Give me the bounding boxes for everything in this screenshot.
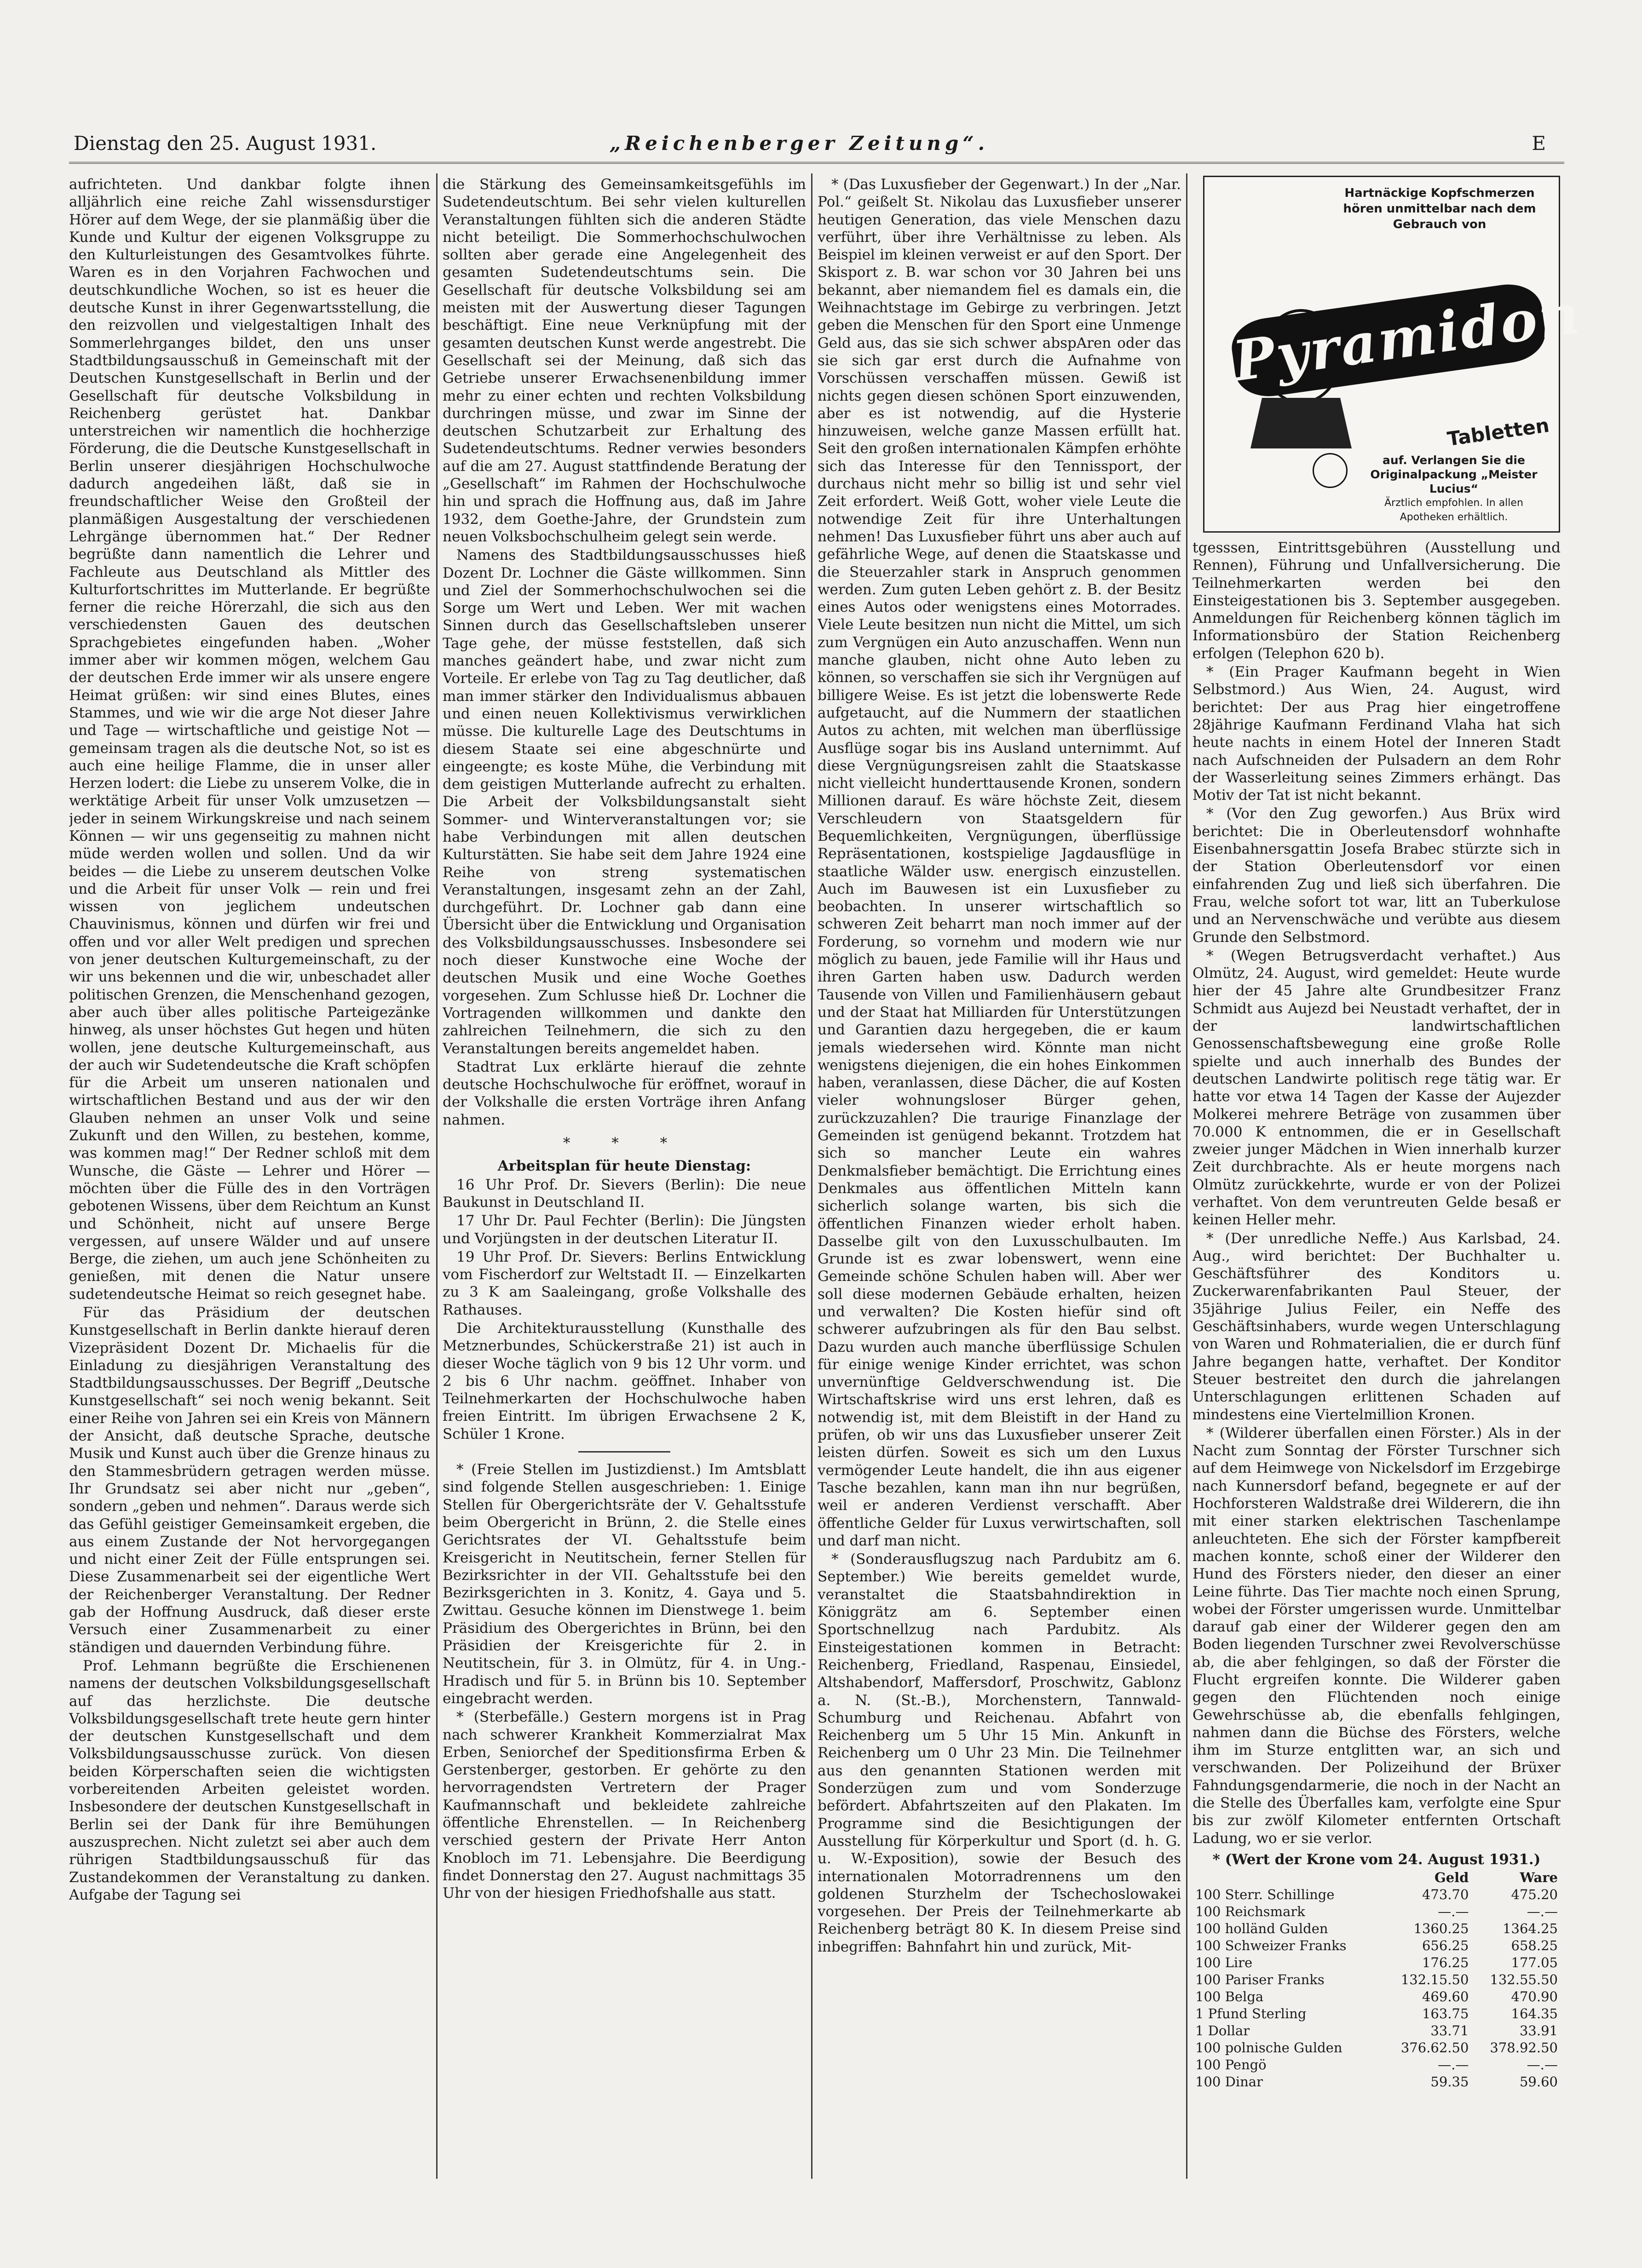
exchange-geld: —.— bbox=[1438, 1904, 1469, 1920]
exchange-ware: 33.91 bbox=[1519, 2023, 1558, 2039]
newspaper-title: „Reichenberger Zeitung“. bbox=[610, 132, 989, 155]
ad-brand-name: Pyramidon bbox=[1228, 280, 1549, 401]
exchange-ware: 378.92.50 bbox=[1490, 2040, 1558, 2056]
article-paragraph: Namens des Stadtbildungsausschusses hieß Dozent Dr. Lochner die Gäste willkommen. Sinn und Ziel der Sommerhochschulwochen sei die Sorge um Wert und Leben. Wer mit wachen Sinnen durch das Gesellschaftsleben unserer Tage gehe, der müsse feststellen, daß sich manches geändert habe, und zwar nicht zum Vorteile. Er erlebe von Tag zu Tag deutlicher, daß man immer stärker den Individualismus abbauen und einen neuen Kollektivismus verwirklichen müsse. Die kulturelle Lage des Deutschtums in diesem Staate sei eine abgeschnürte und eingeengte; es koste Mühe, die Verbindung mit dem geistigen Mutterlande aufrecht zu erhalten. Die Arbeit der Volksbildungsanstalt sieht Sommer- und Winterveranstaltungen vor; sie habe Verbindungen mit allen deutschen Kulturstätten. Sie habe seit dem Jahre 1924 eine Reihe von streng systematischen Veranstaltungen, insgesamt zehn an der Zahl, durchgeführt. Dr. Lochner gab dann eine Übersicht über die Entwicklung und Organisation des Volksbildungsausschusses. Insbesondere sei noch dieser Kunstwoche eine Woche der deutschen Musik und eine Woche Goethes vorgesehen. Zum Schlusse hieß Dr. Lochner die Vortragenden willkommen und dankte den zahlreichen Teilnehmern, die sich zu den Veranstaltungen bereits angemeldet haben. bbox=[443, 547, 806, 1057]
exchange-geld: 1360.25 bbox=[1413, 1921, 1469, 1937]
column-rule bbox=[1186, 173, 1187, 2179]
exchange-label: 100 holländ Gulden bbox=[1195, 1921, 1328, 1937]
article-paragraph: aufrichteten. Und dankbar folgte ihnen alljährlich eine reiche Zahl wissensdurstiger Hörer auf dem Wege, der sie planmäßig über die Kunde und Kultur der eigenen Volksgruppe zu den Kulturleistungen des Gesamtvolkes führte. Waren es in den Vorjahren Fachwochen und deutschkundliche Wochen, so ist es heuer die deutsche Kunst in ihrer Gegenwartsstellung, die den reizvollen und vielgestaltigen Inhalt des Sommerlehrganges bildet, den uns unser Stadtbildungsausschuß in Gemeinschaft mit der Deutschen Kunstgesellschaft in Berlin und der Gesellschaft für deutsche Volksbildung in Reichenberg gerüstet hat. Dankbar unterstreichen wir namentlich die hochherzige Förderung, die die Deutsche Kunstgesellschaft in Berlin unserer diesjährigen Hochschulwoche dadurch angedeihen läßt, daß sie in freundschaftlicher Weise den Großteil der planmäßigen Ausgestaltung der verschiedenen Lehrgänge übernommen hat.“ Der Redner begrüßte dann namentlich die Lehrer und Fachleute aus Deutschland als Mittler des Kulturfortschrittes im Mutterlande. Er begrüßte ferner die reiche Hörerzahl, die sich aus den verschiedensten Gauen des deutschen Sprachgebietes eingefunden haben. „Woher immer aber wir kommen mögen, welchem Gau der deutschen Erde immer wir als unsere engere Heimat grüßen: wir sind eines Blutes, eines Stammes, und wie wir die arge Not dieser Jahre und Tage — wirtschaftliche und geistige Not — gemeinsam tragen als die deutsche Not, so ist es auch eine heilige Flamme, die in unser aller Herzen lodert: die Liebe zu unserem Volke, die in werktätige Arbeit für unser Volk umzusetzen — jeder in seinem Wirkungskreise und nach seinem Können — wir uns gegenseitig zu mahnen nicht müde werden wollen und sollen. Und da wir beides — die Liebe zu unserem deutschen Volke und die Arbeit für unser Volk — rein und frei wissen von jeglichem undeutschen Chauvinismus, können und dürfen wir frei und offen und vor aller Welt predigen und sprechen von jener deutschen Kulturgemeinschaft, zu der wir uns bekennen und die wir, unbeschadet aller politischen Grenzen, die Menschenhand gezogen, aber auch über alles politische Parteigezänke hinweg, als unser höchstes Gut hegen und hüten wollen, jene deutsche Kulturgemeinschaft, aus der auch wir Sudetendeutsche die Kraft schöpfen für die Arbeit um unseren nationalen und wirtschaftlichen Bestand und aus der wir den Glauben nehmen an unser Volk und seine Zukunft und den Willen, zu bestehen, komme, was kommen mag!“ Der Redner schloß mit dem Wunsche, die Gäste — Lehrer und Hörer — möchten über die Fülle des in den Vorträgen gebotenen Wissens, über dem Reichtum an Kunst und Schönheit, nicht auf unsere Berge vergessen, auf unsere Wälder und auf unsere Berge, die ziehen, um auch jene Schönheiten zu genießen, mit denen die Natur unsere sudetendeutsche Heimat so reich gesegnet habe. bbox=[69, 176, 430, 1303]
article-paragraph: die Stärkung des Gemeinsamkeitsgefühls im Sudetendeutschtum. Bei sehr vielen kulturellen Veranstaltungen fühlten sich die anderen Städte nicht beteiligt. Die Sommerhochschulwochen sollten aber gerade eine Angelegenheit des gesamten Sudetendeutschtums sein. Die Gesellschaft für deutsche Volksbildung sei am meisten mit der Auswertung dieser Tagungen beschäftigt. Eine neue Verknüpfung mit der gesamten deutschen Kunst werde angestrebt. Die Gesellschaft sei der Meinung, daß sich das Getriebe unserer Erwachsenenbildung immer mehr zu einer echten und rechten Volksbildung durchringen müsse, und zwar im Sinne der deutschen Schutzarbeit zur Erhaltung des Sudetendeutschtums. Redner verwies besonders auf die am 27. August stattfindende Beratung der „Gesellschaft“ im Rahmen der Hochschulwoche hin und sprach die Hoffnung aus, daß im Jahre 1932, dem Goethe-Jahre, der Grundstein zum neuen Volksbochschulheim gelegt sein werde. bbox=[443, 176, 806, 545]
exchange-label: 100 Dinar bbox=[1195, 2074, 1263, 2090]
exchange-ware: 132.55.50 bbox=[1490, 1972, 1558, 1988]
exchange-ware: 1364.25 bbox=[1503, 1921, 1558, 1937]
ad-note-small: Ärztlich empfohlen. In allen Apotheken erhältlich. bbox=[1384, 497, 1523, 523]
exchange-label: 1 Pfund Sterling bbox=[1195, 2006, 1307, 2022]
exchange-row bbox=[1193, 1988, 1561, 2005]
geld-header: Geld bbox=[1434, 1870, 1469, 1886]
newspaper-page bbox=[69, 130, 1585, 2186]
ware-header: Ware bbox=[1520, 1870, 1558, 1886]
page-header bbox=[69, 130, 1564, 164]
news-item: * (Vor den Zug geworfen.) Aus Brüx wird berichtet: Die in Oberleutensdorf wohnhafte Eisenbahnersgattin Josefa Brabec stürzte sich in der Station Oberleutensdorf vor einen einfahrenden Zug und ließ sich überfahren. Die Frau, welche sofort tot war, litt an Tuberkulose und an Nervenschwäche und verübte aus diesem Grunde den Selbstmord. bbox=[1193, 805, 1561, 946]
ad-note-text: auf. Verlangen Sie die Originalpackung „Meister Lucius“ bbox=[1370, 454, 1538, 495]
column-1 bbox=[69, 176, 430, 2186]
exchange-rates-body bbox=[1193, 1886, 1561, 2090]
news-item: * (Sterbefälle.) Gestern morgens ist in Prag nach schwerer Krankheit Kommerzialrat Max Erben, Seniorchef der Speditionsfirma Erben & Gerstenberger, gestorben. Er gehörte zu den hervorragendsten Vertretern der Prager Kaufmannschaft und bekleidete zahlreiche öffentliche Ehrenstellen. — In Reichenberg verschied gestern der Private Herr Anton Knobloch im 71. Lebensjahre. Die Beerdigung findet Donnerstag den 27. August nachmittags 35 Uhr von der hiesigen Friedhofshalle aus statt. bbox=[443, 1709, 806, 1902]
exchange-geld: 469.60 bbox=[1422, 1989, 1469, 2005]
exchange-label: 100 Belga bbox=[1195, 1989, 1264, 2005]
exchange-geld: 33.71 bbox=[1430, 2023, 1469, 2039]
short-divider bbox=[578, 1451, 670, 1453]
exchange-row bbox=[1193, 1937, 1561, 1954]
news-item: * (Ein Prager Kaufmann begeht in Wien Selbstmord.) Aus Wien, 24. August, wird berichtet: Der aus Prag hier eingetroffene 28jährige Kaufmann Ferdinand Vlaha hat sich heute nachts in einem Hotel der Inneren Stadt nach Aufschneiden der Pulsadern an dem Rohr der Wasserleitung seines Zimmers erhängt. Das Motiv der Tat ist nicht bekannt. bbox=[1193, 664, 1561, 804]
exchange-ware: 164.35 bbox=[1511, 2006, 1558, 2022]
exchange-geld: 132.15.50 bbox=[1400, 1972, 1469, 1988]
exchange-geld: 473.70 bbox=[1422, 1887, 1469, 1903]
exchange-ware: 59.60 bbox=[1519, 2074, 1558, 2090]
section-separator: * * * bbox=[563, 1135, 686, 1152]
exchange-label: 100 Pariser Franks bbox=[1195, 1972, 1325, 1988]
article-paragraph: Prof. Lehmann begrüßte die Erschienenen namens der deutschen Volksbildungsgesellschaft auf das herzlichste. Die deutsche Volksbildungsgesellschaft trete heute gern hinter der deutschen Kunstgesellschaft und dem Volksbildungsausschusse zurück. Von diesen beiden Körperschaften seien die wichtigsten vorbereitenden Arbeiten geleistet worden. Insbesondere der deutschen Kunstgesellschaft in Berlin sei der Dank für ihre Bemühungen auszusprechen. Nicht zuletzt sei aber auch dem rührigen Stadtbildungsausschuß für das Zustandekommen der Veranstaltung zu danken. Aufgabe der Tagung sei bbox=[69, 1657, 430, 1903]
column-4 bbox=[1193, 539, 1561, 2186]
exchange-ware: 177.05 bbox=[1511, 1955, 1558, 1971]
issue-date: Dienstag den 25. August 1931. bbox=[74, 132, 377, 155]
exchange-row bbox=[1193, 1920, 1561, 1937]
column-rule bbox=[436, 173, 438, 2179]
news-item: * (Das Luxusfieber der Gegenwart.) In der „Nar. Pol.“ geißelt St. Nikolau das Luxusfieber unserer heutigen Generation, das viele Menschen dazu verführt, über ihre Verhältnisse zu leben. Als Beispiel im kleinen verweist er auf den Sport. Der Skisport z. B. war schon vor 30 Jahren bei uns bekannt, aber niemandem fiel es damals ein, die Weihnachtstage im Gebirge zu verbringen. Jetzt geben die Menschen für den Sport eine Unmenge Geld aus, das sie sich schwer abspAren oder das sie sich gar erst durch die Aufnahme von Vorschüssen verschaffen müssen. Gewiß ist nichts gegen diesen schönen Sport einzuwenden, aber es ist notwendig, auf die Hysterie hinzuweisen, welche ganze Massen erfüllt hat. Seit den großen internationalen Kämpfen erhöhte sich das Interesse für den Tennissport, der durchaus nicht mehr so billig ist und sehr viel Zeit erfordert. Weiß Gott, woher viele Leute die notwendige Zeit für ihre Unterhaltungen nehmen! Das Luxusfieber führt uns aber auch auf gefährliche Wege, auf denen die Staatskasse und die Steuerzahler stark in Anspruch genommen werden. Zum guten Leben gehört z. B. der Besitz eines Autos oder wenigstens eines Motorrades. Viele Leute besitzen nun nicht die Mittel, um sich zum Vergnügen ein Auto anzuschaffen. Wenn nun manche glauben, nicht ohne Auto leben zu können, so verschaffen sie sich ihr Vergnügen auf billigere Weise. Es ist jetzt die lobenswerte Rede aufgetaucht, auf die Nummern der staatlichen Autos zu achten, mit welchen man überflüssige Ausflüge sogar bis ins Ausland unternimmt. Auf diese Vergnügungsreisen zahlt die Staatskasse nicht vielleicht hunderttausende Kronen, sondern Millionen darauf. Es wäre höchste Zeit, diesem Verschleudern von Staatsgeldern für Bequemlichkeiten, Vergnügungen, überflüssige Repräsentationen, kostspielige Jagdausflüge in staatliche Wälder usw. energisch einzustellen. Auch im Bauwesen ist ein Luxusfieber zu beobachten. In unserer wirtschaftlich so schweren Zeit beharrt man noch immer auf der Forderung, so vornehm und modern wie nur möglich zu bauen, jede Familie will ihr Haus und ihren Garten haben usw. Dadurch werden Tausende von Villen und Familienhäusern gebaut und der Staat hat Milliarden für Unterstützungen und Garantien dazu hergegeben, die er kaum jemals wiedersehen wird. Könnte man nicht wenigstens diejenigen, die ein hohes Einkommen haben, veranlassen, diese Dächer, die auf Kosten vieler wohnungsloser Bürger gehen, zurückzuzahlen? Die traurige Finanzlage der Gemeinden ist genügend bekannt. Trotzdem hat sich so mancher Leute ein wahres Denkmalsfieber bemächtigt. Die Errichtung eines Denkmales aus öffentlichen Mitteln kann sicherlich solange warten, bis sich die öffentlichen Finanzen wieder erholt haben. Dasselbe gilt von den Luxusschulbauten. Im Grunde ist es zwar lobenswert, wenn eine Gemeinde schöne Schulen haben will. Aber wer soll diese modernen Gebäude erhalten, heizen und verwalten? Die Kosten hiefür sind oft schwerer aufzubringen als für den Bau selbst. Dazu wurden auch manche überflüssige Schulen für einige wenige Kinder errichtet, was schon unvernünftige Geldverschwendung ist. Die Wirtschaftskrise wird uns erst lehren, daß es notwendig ist, mit dem Bleistift in der Hand zu prüfen, ob wir uns das Luxusfieber unserer Zeit leisten dürfen. Soweit es sich um den Luxus vermögender Leute handelt, die ihn aus eigener Tasche bezahlen, kann man ihn nur begrüßen, weil er anderen Verdienst verschafft. Aber öffentliche Gelder für Luxus verwirtschaften, soll und darf man nicht. bbox=[818, 176, 1181, 1549]
exchange-rates bbox=[1193, 1851, 1561, 2090]
column-2 bbox=[443, 176, 806, 2186]
exchange-geld: 163.75 bbox=[1422, 2006, 1469, 2022]
news-item: * (Wegen Betrugsverdacht verhaftet.) Aus Olmütz, 24. August, wird gemeldet: Heute wurde hier der 45 Jahre alte Grundbesitzer Franz Schmidt aus Aujezd bei Neustadt verhaftet, der in der landwirtschaftlichen Genossenschaftsbewegung eine große Rolle spielte und auch innerhalb des Bundes der deutschen Landwirte politisch rege tätig war. Er hatte vor etwa 14 Tagen der Kasse der Aujezder Molkerei mehrere Beträge von zusammen über 70.000 K entnommen, die er in Gesellschaft zweier junger Mädchen in Wien innerhalb kurzer Zeit durchbrachte. Als er heute morgens nach Olmütz zurückkehrte, wurde er von der Polizei verhaftet. Von dem veruntreuten Gelde besaß er keinen Heller mehr. bbox=[1193, 947, 1561, 1229]
exchange-geld: 376.62.50 bbox=[1400, 2040, 1469, 2056]
exchange-row bbox=[1193, 1954, 1561, 1971]
exchange-ware: 475.20 bbox=[1511, 1887, 1558, 1903]
news-item: * (Der unredliche Neffe.) Aus Karlsbad, 24. Aug., wird berichtet: Der Buchhalter u. Geschäftsführer des Konditors u. Zuckerwarenfabrikanten Paul Steuer, der 35jährige Julius Feiler, ein Neffe des Geschäftsinhabers, wurde wegen Unterschlagung von Waren und Rohmaterialien, die er durch fünf Jahre begangen hatte, verhaftet. Der Konditor Steuer bestreitet den durch die jahrelangen Unterschlagungen erlittenen Schaden auf mindestens eine Viertelmillion Kronen. bbox=[1193, 1230, 1561, 1423]
exchange-rates-title: * (Wert der Krone vom 24. August 1931.) bbox=[1212, 1851, 1541, 1868]
exchange-label: 100 Schweizer Franks bbox=[1195, 1938, 1347, 1954]
exchange-row bbox=[1193, 1903, 1561, 1920]
news-item: * (Freie Stellen im Justizdienst.) Im Amtsblatt sind folgende Stellen ausgeschrieben: 1. Einige Stellen für Obergerichtsräte der V. Gehaltsstufe beim Obergericht in Brünn, 2. die Stelle eines Gerichtsrates der VI. Gehaltsstufe beim Kreisgericht in Neutitschein, ferner Stellen für Bezirksrichter in der VII. Gehaltsstufe bei den Bezirksgerichten in 3. Konitz, 4. Gaya und 5. Zwittau. Gesuche können im Dienstwege 1. beim Präsidium des Obergerichtes in Brünn, bei den Präsidien der Kreisgerichte für 2. in Neutitschein, für 3. in Olmütz, für 4. in Ung.-Hradisch und für 5. in Brünn bis 10. September eingebracht werden. bbox=[443, 1461, 806, 1707]
exchange-label: 100 polnische Gulden bbox=[1195, 2040, 1342, 2056]
schedule-item: 17 Uhr Dr. Paul Fechter (Berlin): Die Jüngsten und Vorjüngsten in der deutschen Literatur II. bbox=[443, 1212, 806, 1247]
exchange-row bbox=[1193, 2039, 1561, 2056]
exchange-geld: 656.25 bbox=[1422, 1938, 1469, 1954]
column-3 bbox=[818, 176, 1181, 2186]
exchange-ware: —.— bbox=[1527, 2057, 1558, 2073]
exchange-row bbox=[1193, 1971, 1561, 1988]
exchange-geld: 176.25 bbox=[1422, 1955, 1469, 1971]
currency-header bbox=[1193, 1869, 1383, 1886]
schedule-item: Die Architekturausstellung (Kunsthalle des Metznerbundes, Schückerstraße 21) ist auch in dieser Woche täglich von 9 bis 12 Uhr vorm. und 2 bis 6 Uhr nachm. geöffnet. Inhaber von Teilnehmerkarten der Hochschulwoche haben freien Eintritt. Im übrigen Erwachsene 2 K, Schüler 1 Krone. bbox=[443, 1320, 806, 1442]
exchange-ware: —.— bbox=[1527, 1904, 1558, 1920]
pyramidon-advertisement bbox=[1203, 176, 1585, 533]
schedule-title: Arbeitsplan für heute Dienstag: bbox=[497, 1158, 751, 1175]
schedule-item: 19 Uhr Prof. Dr. Sievers: Berlins Entwicklung vom Fischerdorf zur Weltstadt II. — Einzelkarten zu 3 K am Saaleingang, große Volkshalle des Rathauses. bbox=[443, 1248, 806, 1318]
exchange-row bbox=[1193, 2005, 1561, 2022]
exchange-ware: 658.25 bbox=[1511, 1938, 1558, 1954]
schedule-item: 16 Uhr Prof. Dr. Sievers (Berlin): Die neue Baukunst in Deutschland II. bbox=[443, 1176, 806, 1211]
exchange-geld: —.— bbox=[1438, 2057, 1469, 2073]
ad-note bbox=[1357, 453, 1550, 524]
article-paragraph: Für das Präsidium der deutschen Kunstgesellschaft in Berlin dankte hierauf deren Vizepräsident Dozent Dr. Michaelis für die Einladung zu diesjährigen Veranstaltung des Stadtbildungsausschusses. Der Begriff „Deutsche Kunstgesellschaft“ sei noch wenig bekannt. Seit einer Reihe von Jahren sei ein Kreis von Männern der Ansicht, daß deutsche Sprache, deutsche Musik und Kunst auch über die Grenze hinaus zu den Stammesbrüdern getragen werden müsse. Ihr Grundsatz sei aber nicht nur „geben“, sondern „geben und nehmen“. Daraus werde sich das Gefühl geistiger Gemeinsamkeit ergeben, die aus einem Zustande der Not hervorgegangen und nicht einer Zeit der Fülle entsprungen sei. Diese Zusammenarbeit sei der eigentliche Wert der Reichenberger Veranstaltung. Der Redner gab der Hoffnung Ausdruck, daß dieser erste Versuch einer Zusammenarbeit zu einer ständigen und dauernden Verbindung führe. bbox=[69, 1304, 430, 1656]
exchange-label: 100 Sterr. Schillinge bbox=[1195, 1887, 1335, 1903]
exchange-ware: 470.90 bbox=[1511, 1989, 1558, 2005]
exchange-label: 100 Lire bbox=[1195, 1955, 1253, 1971]
exchange-geld: 59.35 bbox=[1430, 2074, 1469, 2090]
exchange-label: 1 Dollar bbox=[1195, 2023, 1250, 2039]
exchange-label: 100 Reichsmark bbox=[1195, 1904, 1305, 1920]
exchange-row bbox=[1193, 2073, 1561, 2090]
ad-seal-icon bbox=[1313, 453, 1348, 488]
ad-headline: Hartnäckige Kopfschmerzen hören unmittelbar nach dem Gebrauch von bbox=[1343, 186, 1536, 231]
exchange-rates-table bbox=[1193, 1869, 1561, 2090]
exchange-label: 100 Pengö bbox=[1195, 2057, 1267, 2073]
article-paragraph: tgesssen, Eintrittsgebühren (Ausstellung und Rennen), Führung und Unfallversicherung. Die Teilnehmerkarten werden bei den Einsteigestationen bis 3. September ausgegeben. Anmeldungen für Reichenberg können täglich im Informationsbüro der Station Reichenberg erfolgen (Telephon 620 b). bbox=[1193, 540, 1561, 662]
news-item: * (Wilderer überfallen einen Förster.) Als in der Nacht zum Sonntag der Förster Turschner sich auf dem Heimwege von Nickelsdorf im Erzgebirge nach Kunnersdorf befand, begegnete er auf der Hochforsteren Waldstraße drei Wilderern, die ihn mit einer starken elektrischen Taschenlampe anleuchteten. Ehe sich der Förster kampfbereit machen konnte, schoß einer der Wilderer den Hund des Försters nieder, den dieser an einer Leine führte. Das Tier machte noch einen Sprung, wobei der Förster umgerissen wurde. Unmittelbar darauf gab einer der Wilderer gegen den am Boden liegenden Turschner zwei Revolverschüsse ab, die aber fehlgingen, so daß der Förster die Flucht ergreifen konnte. Die Wilderer gaben gegen den Flüchtenden noch einige Gewehrschüsse ab, die ebenfalls fehlgingen, nahmen dann die Büchse des Försters, welche ihm im Sturze entglitten war, an sich und verschwanden. Der Polizeihund der Brüxer Fahndungsgendarmerie, die noch in der Nacht an die Stelle des Überfalles kam, verfolgte eine Spur bis zur zwölf Kilometer entfernten Ortschaft Ladung, wo er sie verlor. bbox=[1193, 1424, 1561, 1847]
news-item: * (Sonderausflugszug nach Pardubitz am 6. September.) Wie bereits gemeldet wurde, veranstaltet die Staatsbahndirektion in Königgrätz am 6. September einen Sportschnellzug nach Pardubitz. Als Einsteigestationen kommen in Betracht: Reichenberg, Friedland, Raspenau, Einsiedel, Altshabendorf, Maffersdorf, Proschwitz, Gablonz a. N. (St.-B.), Morchenstern, Tannwald-Schumburg und Reichenau. Abfahrt von Reichenberg um 5 Uhr 15 Min. Ankunft in Reichenberg um 0 Uhr 23 Min. Die Teilnehmer aus den genannten Stationen werden mit Sonderzügen zum und vom Sonderzuge befördert. Abfahrtszeiten auf den Plakaten. Im Programme sind die Besichtigungen der Ausstellung für Körperkultur und Sport (d. h. G. u. W.-Exposition), sowie der Besuch des internationalen Motorradrennens um den goldenen Sturzhelm der Tschechoslowakei vorgesehen. Der Preis der Teilnehmerkarte ab Reichenberg beträgt 80 K. In diesem Preise sind inbegriffen: Bahnfahrt hin und zurück, Mit- bbox=[818, 1551, 1181, 1955]
page-number: E bbox=[1532, 132, 1546, 155]
exchange-row bbox=[1193, 2022, 1561, 2039]
article-paragraph: Stadtrat Lux erklärte hierauf die zehnte deutsche Hochschulwoche für eröffnet, worauf in der Volkshalle die ersten Vorträge ihren Anfang nahmen. bbox=[443, 1058, 806, 1128]
ad-product-type: Tabletten bbox=[1446, 413, 1551, 451]
exchange-row bbox=[1193, 2056, 1561, 2073]
exchange-row bbox=[1193, 1886, 1561, 1903]
column-rule bbox=[811, 173, 812, 2179]
